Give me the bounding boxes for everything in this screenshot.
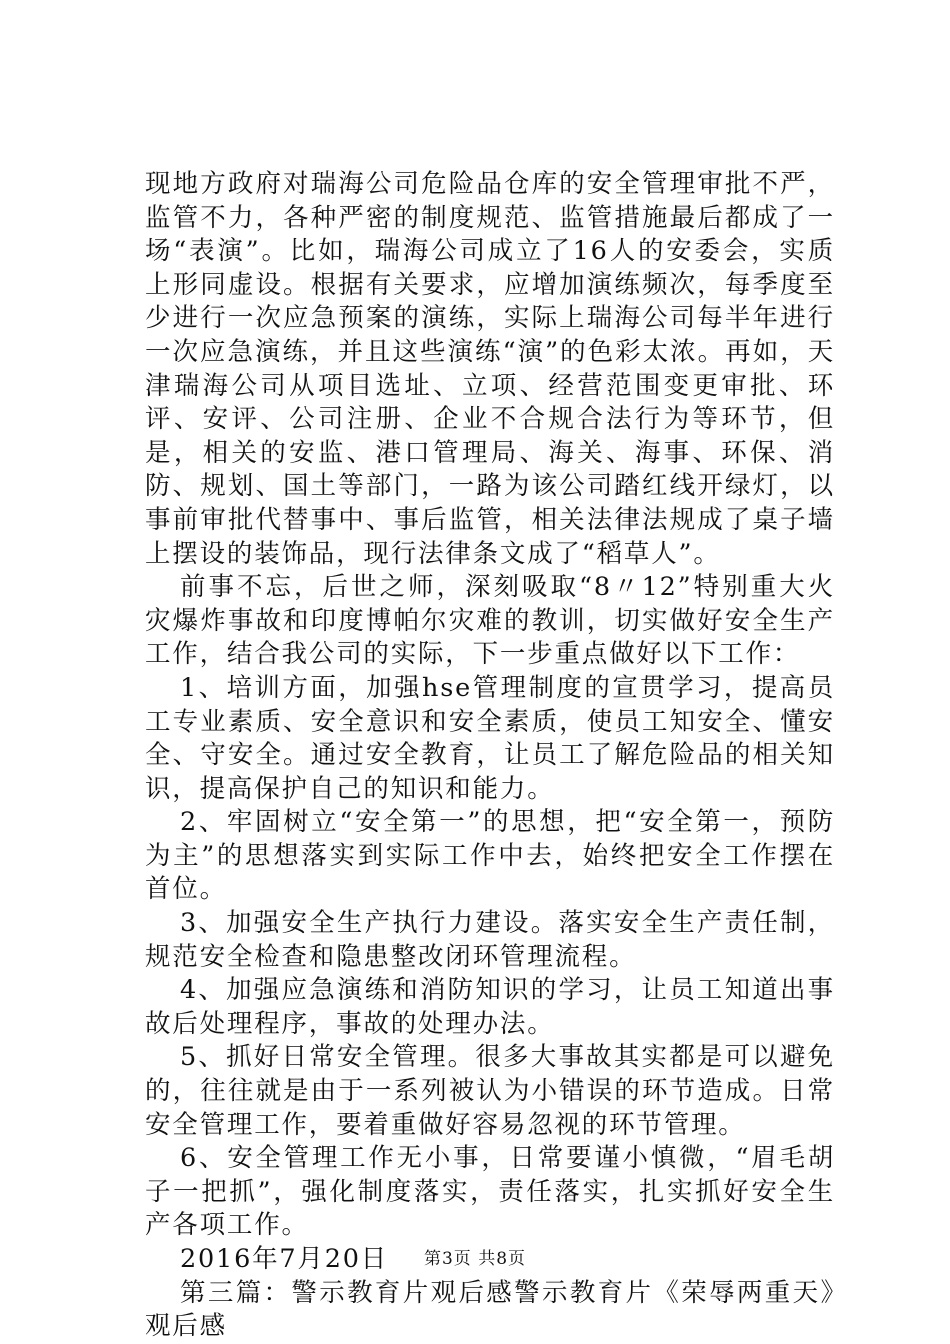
document-date: 2016年7月20日 [180, 1244, 389, 1274]
page-footer: 第3页 共8页 [423, 1249, 527, 1269]
list-item-execution: 3、加强安全生产执行力建设。落实安全生产责任制，规范安全检查和隐患整改闭环管理流程。 [145, 908, 835, 972]
list-item-emergency-drill: 4、加强应急演练和消防知识的学习，让员工知道出事故后处理程序，事故的处理办法。 [145, 975, 835, 1039]
paragraph-continuation: 现地方政府对瑞海公司危险品仓库的安全管理审批不严，监管不力，各种严密的制度规范、监管措施最后都成了一场“表演”。比如，瑞海公司成立了16人的安委会，实质上形同虚设。根据有关要求，应增加演练频次，每季度至少进行一次应急预案的演练，实际上瑞海公司每半年进行一次应急演练，并且这些演练“演”的色彩太浓。再如，天津瑞海公司从项目选址、立项、经营范围变更审批、环评、安评、公司注册、企业不合规合法行为等环节，但是，相关的安监、港口管理局、海关、海事、环保、消防、规划、国土等部门，一路为该公司踏红线开绿灯，以事前审批代替事中、事后监管，相关法律法规成了桌子墙上摆设的装饰品，现行法律条文成了“稻草人”。 [145, 169, 835, 569]
list-item-training: 1、培训方面，加强hse管理制度的宣贯学习，提高员工专业素质、安全意识和安全素质，使员工知安全、懂安全、守安全。通过安全教育，让员工了解危险品的相关知识，提高保护自己的知识和能力。 [145, 672, 835, 804]
section-heading: 第三篇：警示教育片观后感警示教育片《荣辱两重天》观后感 [145, 1277, 835, 1342]
list-item-safety-first: 2、牢固树立“安全第一”的思想，把“安全第一，预防为主”的思想落实到实际工作中去，始终把安全工作摆在首位。 [145, 807, 835, 905]
document-body [145, 168, 835, 1344]
paragraph-lessons: 前事不忘，后世之师，深刻吸取“8〃12”特别重大火灾爆炸事故和印度博帕尔灾难的教训，切实做好安全生产工作，结合我公司的实际，下一步重点做好以下工作： [145, 572, 835, 670]
list-item-daily-management: 5、抓好日常安全管理。很多大事故其实都是可以避免的，往往就是由于一系列被认为小错误的环节造成。日常安全管理工作，要着重做好容易忽视的环节管理。 [145, 1042, 835, 1140]
list-item-no-small-matters: 6、安全管理工作无小事，日常要谨小慎微，“眉毛胡子一把抓”，强化制度落实，责任落实，扎实抓好安全生产各项工作。 [145, 1143, 835, 1241]
